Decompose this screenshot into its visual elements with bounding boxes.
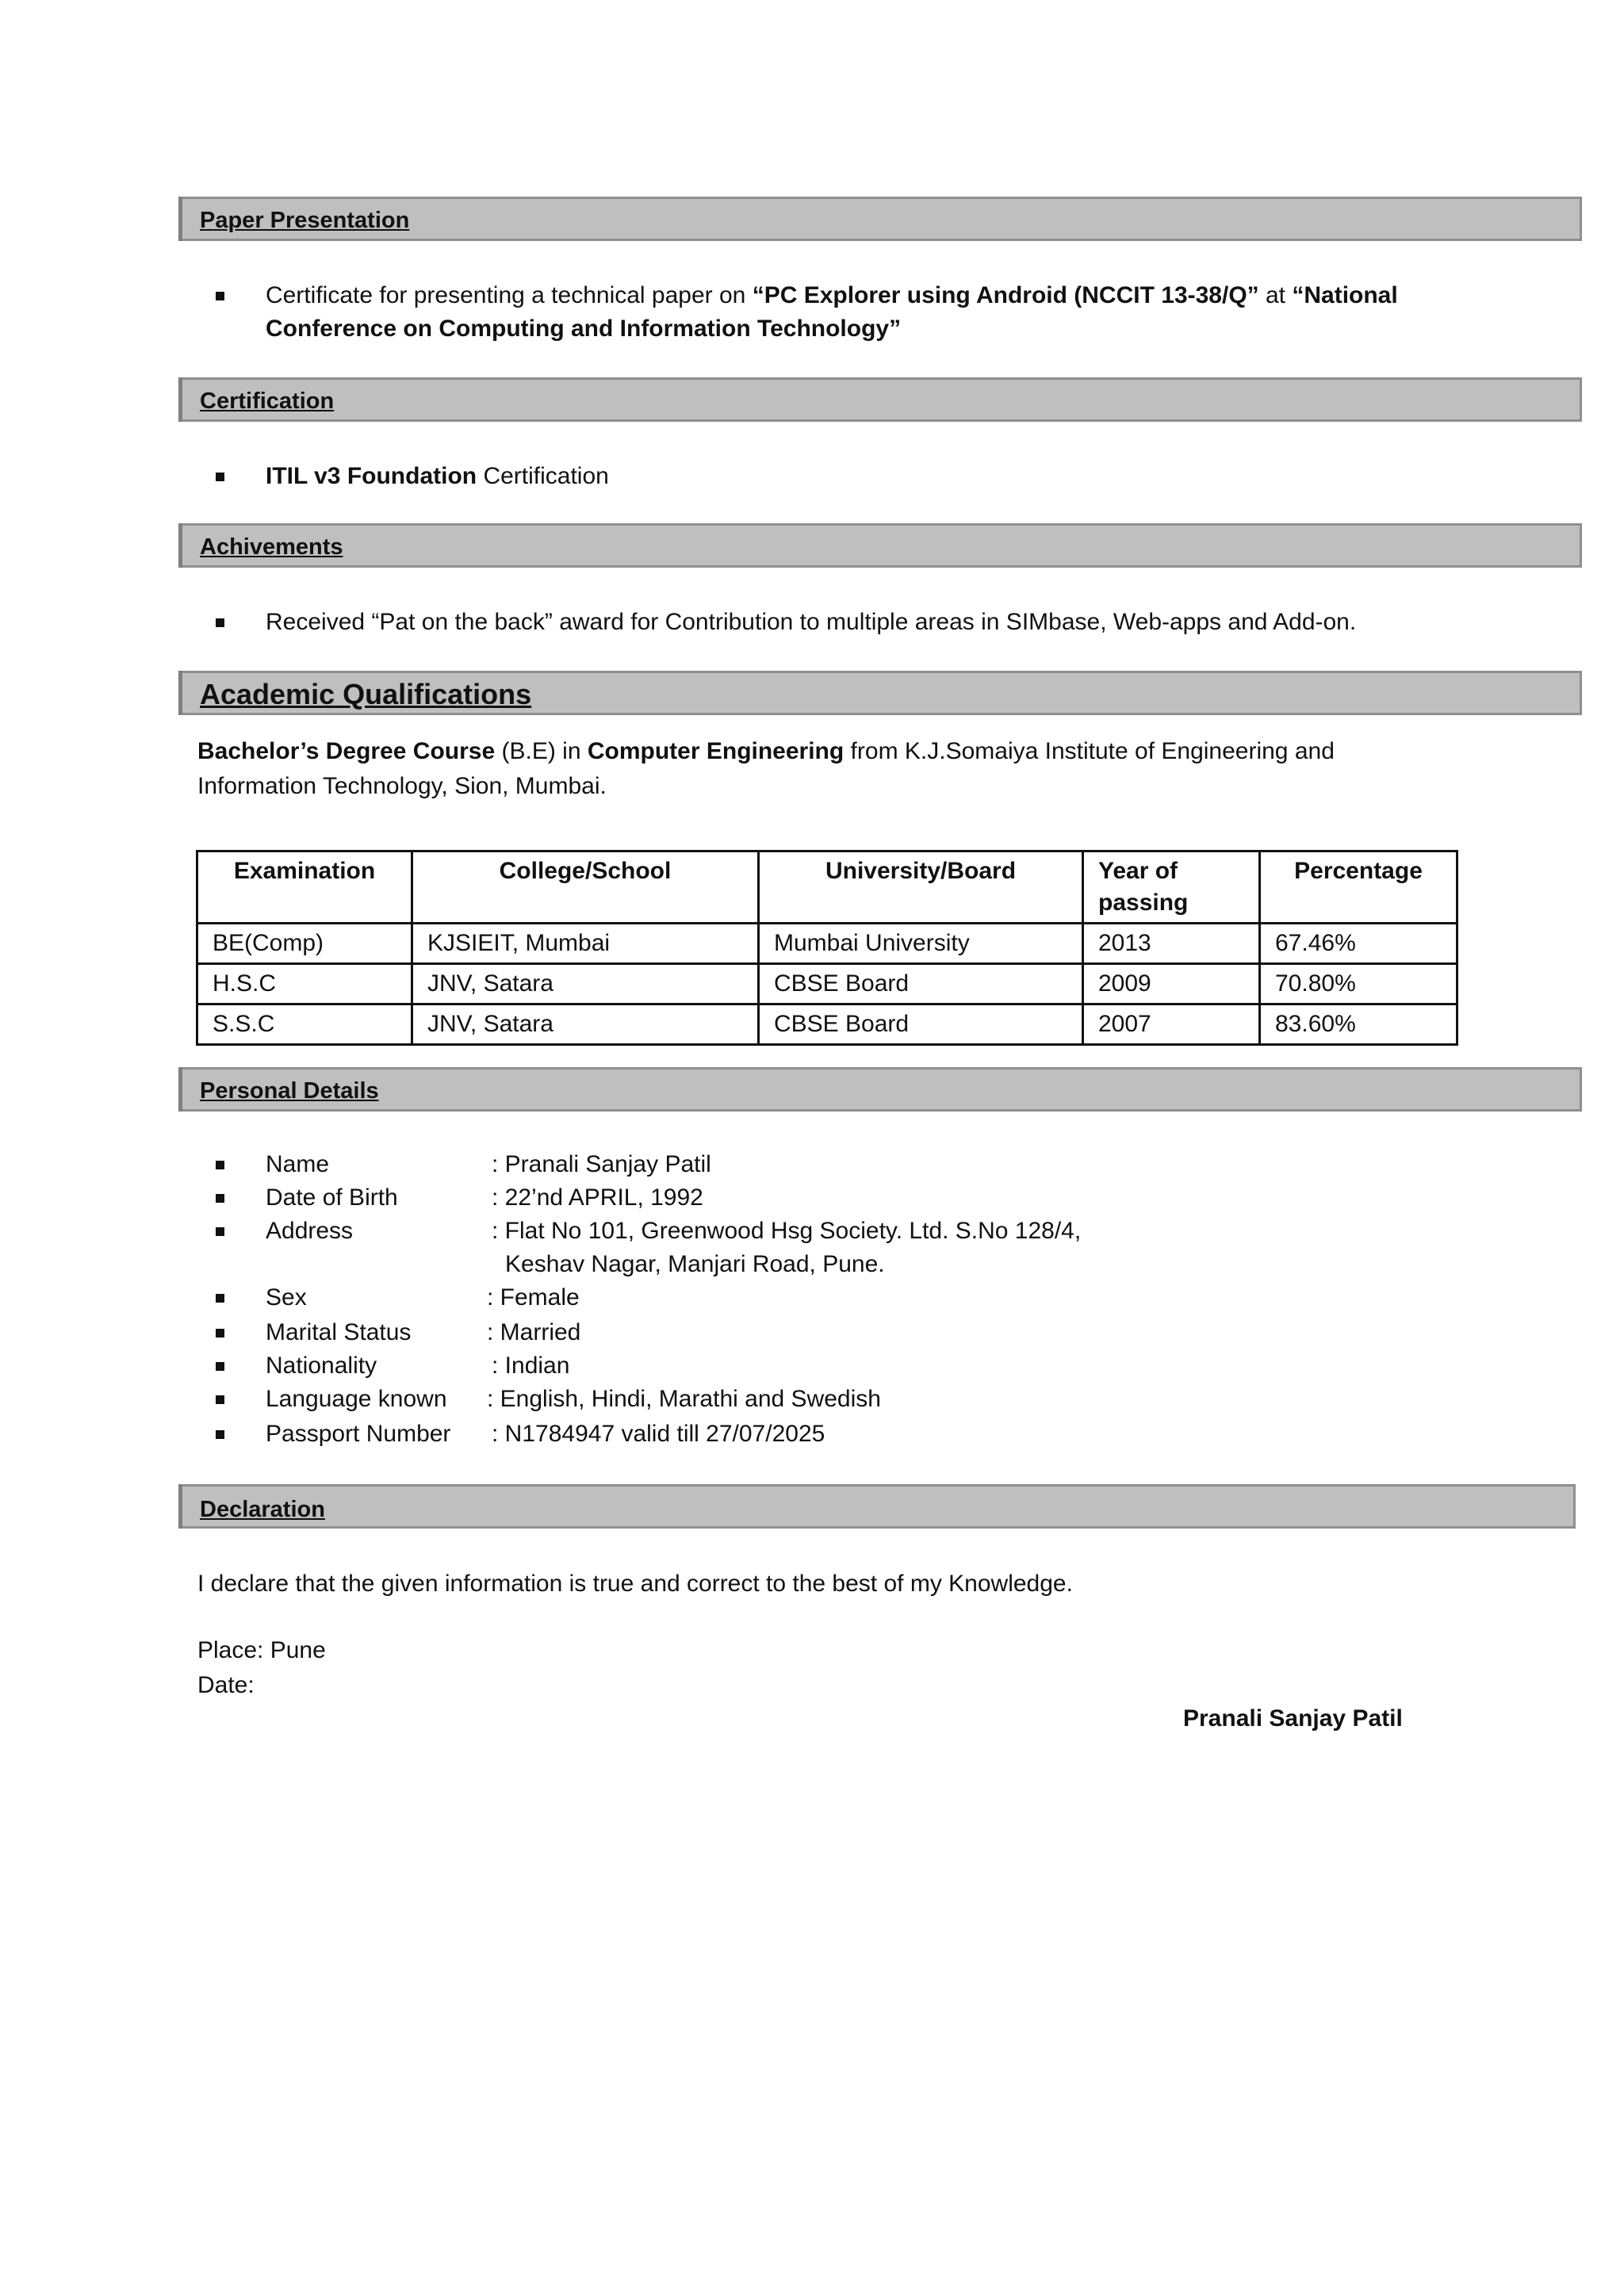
detail-value: Keshav Nagar, Manjari Road, Pune.: [505, 1251, 885, 1277]
column-header: College/School: [412, 851, 759, 924]
detail-label: Language known: [266, 1386, 447, 1412]
detail-value: : English, Hindi, Marathi and Swedish: [487, 1386, 881, 1412]
section-title: Achivements: [200, 534, 343, 560]
certification-name: ITIL v3 Foundation: [266, 463, 477, 489]
table-cell: 2009: [1083, 964, 1260, 1004]
degree-line: [197, 734, 1335, 769]
bullet-icon: [216, 1329, 224, 1337]
section-title: Paper Presentation: [200, 208, 410, 233]
bullet-icon: [216, 1194, 224, 1203]
column-header: Percentage: [1260, 851, 1457, 924]
table-cell: 2013: [1083, 924, 1260, 964]
detail-label: Name: [266, 1151, 330, 1177]
detail-value: : Flat No 101, Greenwood Hsg Society. Ltd. S.No 128/4,: [492, 1218, 1082, 1244]
detail-value: : Pranali Sanjay Patil: [492, 1151, 711, 1177]
column-header: Examination: [197, 851, 412, 924]
bullet-icon: [216, 1395, 224, 1404]
table-cell: JNV, Satara: [412, 964, 759, 1004]
declaration-date: Date:: [197, 1672, 255, 1698]
bullet-icon: [216, 618, 224, 627]
table-cell: CBSE Board: [759, 1004, 1083, 1045]
table-cell: JNV, Satara: [412, 1004, 759, 1045]
section-title: Declaration: [200, 1497, 325, 1522]
table-cell: 67.46%: [1260, 924, 1457, 964]
section-header-certification: [178, 377, 1582, 422]
paper-text: Certificate for presenting a technical paper on: [266, 282, 753, 308]
declaration-statement: I declare that the given information is true and correct to the best of my Knowledge.: [197, 1571, 1073, 1597]
section-header-academic: [178, 671, 1582, 715]
section-header-personal: [178, 1067, 1582, 1112]
detail-label: Sex: [266, 1284, 307, 1311]
qualifications-table: [196, 850, 1458, 1046]
paper-text-mid: at: [1258, 282, 1293, 308]
detail-label: Date of Birth: [266, 1184, 398, 1211]
bullet-icon: [216, 1430, 224, 1439]
section-header-declaration: [178, 1484, 1576, 1529]
detail-value: : N1784947 valid till 27/07/2025: [492, 1421, 825, 1447]
table-cell: 83.60%: [1260, 1004, 1457, 1045]
degree-mid: (B.E) in: [495, 738, 588, 764]
detail-value: : Female: [487, 1284, 580, 1311]
bullet-icon: [216, 1362, 224, 1371]
section-header-paper-presentation: [178, 197, 1582, 241]
detail-label: Nationality: [266, 1353, 377, 1379]
detail-label: Address: [266, 1218, 354, 1244]
bullet-icon: [216, 1294, 224, 1303]
detail-value: : Indian: [492, 1353, 570, 1379]
detail-value: : 22’nd APRIL, 1992: [492, 1184, 703, 1211]
degree-line-2: Information Technology, Sion, Mumbai.: [197, 773, 607, 799]
signature-name: Pranali Sanjay Patil: [1183, 1705, 1403, 1732]
conference-name-start: “National: [1292, 282, 1398, 308]
table-cell: S.S.C: [197, 1004, 412, 1045]
section-header-achievements: [178, 523, 1582, 568]
table-cell: Mumbai University: [759, 924, 1083, 964]
section-title: Personal Details: [200, 1078, 379, 1104]
table-row: [197, 924, 1457, 964]
table-row: [197, 964, 1457, 1004]
bullet-icon: [216, 292, 224, 300]
bullet-icon: [216, 473, 224, 481]
degree-name: Bachelor’s Degree Course: [197, 738, 496, 764]
bullet-icon: [216, 1227, 224, 1236]
detail-label: Passport Number: [266, 1421, 451, 1447]
table-row: [197, 1004, 1457, 1045]
detail-label: Marital Status: [266, 1319, 412, 1345]
declaration-place: Place: Pune: [197, 1637, 326, 1663]
achievement-text: Received “Pat on the back” award for Contribution to multiple areas in SIMbase, Web-apps and Add-on.: [266, 609, 1357, 635]
table-cell: KJSIEIT, Mumbai: [412, 924, 759, 964]
table-cell: 2007: [1083, 1004, 1260, 1045]
certification-suffix: Certification: [477, 463, 609, 489]
section-title: Academic Qualifications: [200, 678, 532, 710]
section-title: Certification: [200, 388, 335, 414]
table-cell: CBSE Board: [759, 964, 1083, 1004]
degree-institute: from K.J.Somaiya Institute of Engineering and: [844, 738, 1335, 764]
table-header-row: [197, 851, 1457, 924]
detail-value: : Married: [487, 1319, 581, 1345]
degree-branch: Computer Engineering: [587, 738, 845, 764]
bullet-icon: [216, 1161, 224, 1169]
conference-name-end: Conference on Computing and Information Technology”: [266, 316, 902, 342]
table-cell: 70.80%: [1260, 964, 1457, 1004]
table-cell: H.S.C: [197, 964, 412, 1004]
column-header: University/Board: [759, 851, 1083, 924]
column-header: Year of passing: [1083, 851, 1260, 924]
paper-title: “PC Explorer using Android (NCCIT 13-38/Q”: [752, 282, 1259, 308]
table-cell: BE(Comp): [197, 924, 412, 964]
